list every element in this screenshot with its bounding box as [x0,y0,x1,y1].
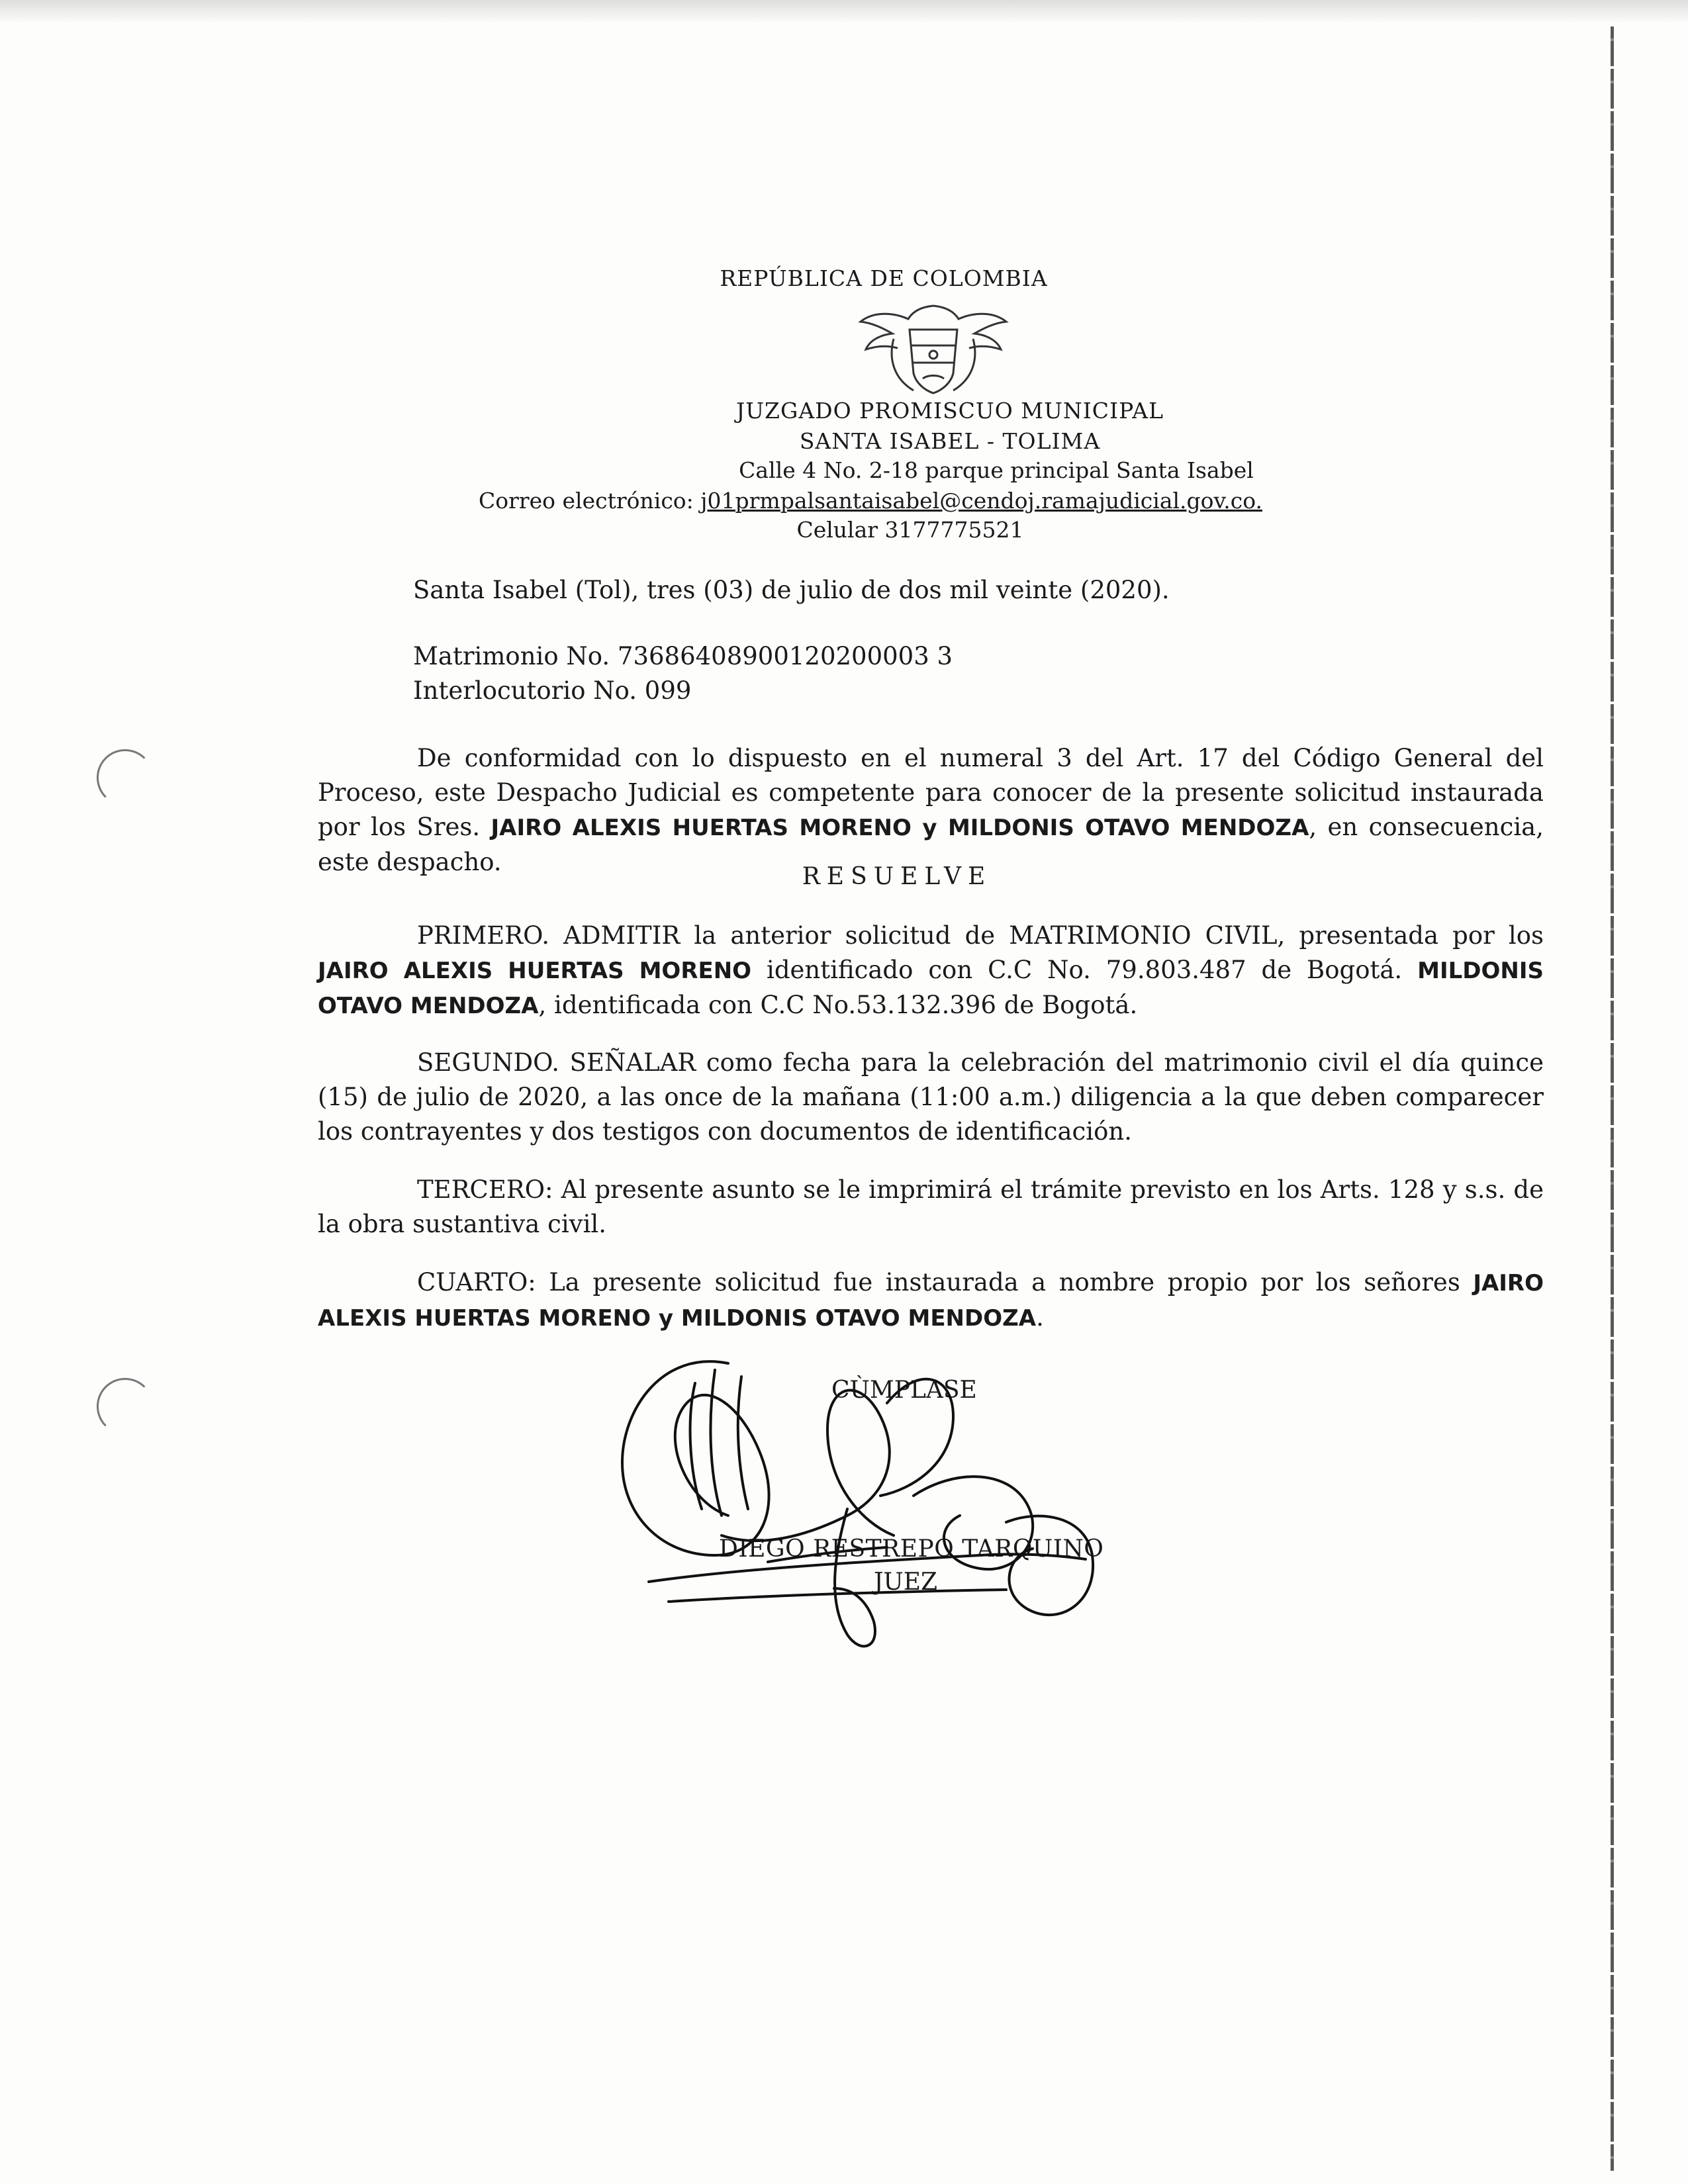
case-number: Matrimonio No. 73686408900120200003 3 [413,642,953,670]
primero-name1: JAIRO ALEXIS HUERTAS MORENO [318,958,752,984]
tercero-paragraph: TERCERO: Al presente asunto se le imprimirá el trámite previsto en los Arts. 128 y s.s. de la obra sustantiva civil. [318,1175,1544,1238]
segundo-paragraph: SEGUNDO. SEÑALAR como fecha para la celebración del matrimonio civil el día quince (15) de julio de 2020, a las once de la mañana (11:00 a.m.) diligencia a la que deben comparecer los contrayentes y dos testigos con documentos de identificación. [318,1048,1544,1146]
email-label: Correo electrónico: [478,488,694,514]
scan-right-edge [1611,26,1614,2171]
primero-tail: , identificada con C.C No.53.132.396 de Bogotá. [538,991,1138,1019]
primero-name2: MILDONIS OTAVO MENDOZA [318,958,1544,1019]
punch-hole-icon [97,749,154,806]
header-phone: Celular 3177775521 [796,517,1024,543]
handwritten-signature-icon [609,1337,1112,1668]
intro-paragraph [318,741,1544,880]
colombia-coat-of-arms-icon [854,299,1013,398]
cuarto-text: CUARTO: La presente solicitud fue instaurada a nombre propio por los señores [417,1268,1460,1297]
intro-text: De conformidad con lo dispuesto en el numeral 3 del Art. 17 del Código General del Proceso, este Despacho Judicial es competente para conocer de la presente solicitud instaurada por los Sres. [318,744,1544,841]
cuarto-names: JAIRO ALEXIS HUERTAS MORENO y MILDONIS OTAVO MENDOZA [318,1270,1544,1332]
judge-title: JUEZ [874,1569,938,1596]
interlocutory-number: Interlocutorio No. 099 [413,676,692,705]
cuarto-tail: . [1036,1303,1044,1332]
header-email-line [26,490,1688,512]
header-country: REPÚBLICA DE COLOMBIA [720,265,1048,291]
header-place: SANTA ISABEL - TOLIMA [799,428,1101,454]
primero-paragraph [318,919,1544,1023]
scan-top-shadow [0,0,1688,24]
primero-mid: identificado con C.C No. 79.803.487 de Bogotá. [767,956,1403,984]
header-address: Calle 4 No. 2-18 parque principal Santa Isabel [739,457,1254,483]
email-link[interactable]: j01prmpalsantaisabel@cendoj.ramajudicial.gov.co. [700,488,1263,514]
cuarto-paragraph [318,1265,1544,1336]
resuelve-heading: RESUELVE [802,863,992,890]
intro-names: JAIRO ALEXIS HUERTAS MORENO y MILDONIS OTAVO MENDOZA [491,815,1309,841]
date-line: Santa Isabel (Tol), tres (03) de julio de dos mil veinte (2020). [413,576,1170,604]
primero-text: PRIMERO. ADMITIR la anterior solicitud de MATRIMONIO CIVIL, presentada por los [417,921,1544,950]
header-court: JUZGADO PROMISCUO MUNICIPAL [735,398,1164,424]
intro-tail: , en consecuencia, este despacho. [318,813,1544,876]
closing-cumplase: CÙMPLASE [831,1377,977,1404]
judge-name: DIEGO RESTREPO TARQUINO [719,1535,1104,1563]
punch-hole-icon [97,1378,154,1435]
